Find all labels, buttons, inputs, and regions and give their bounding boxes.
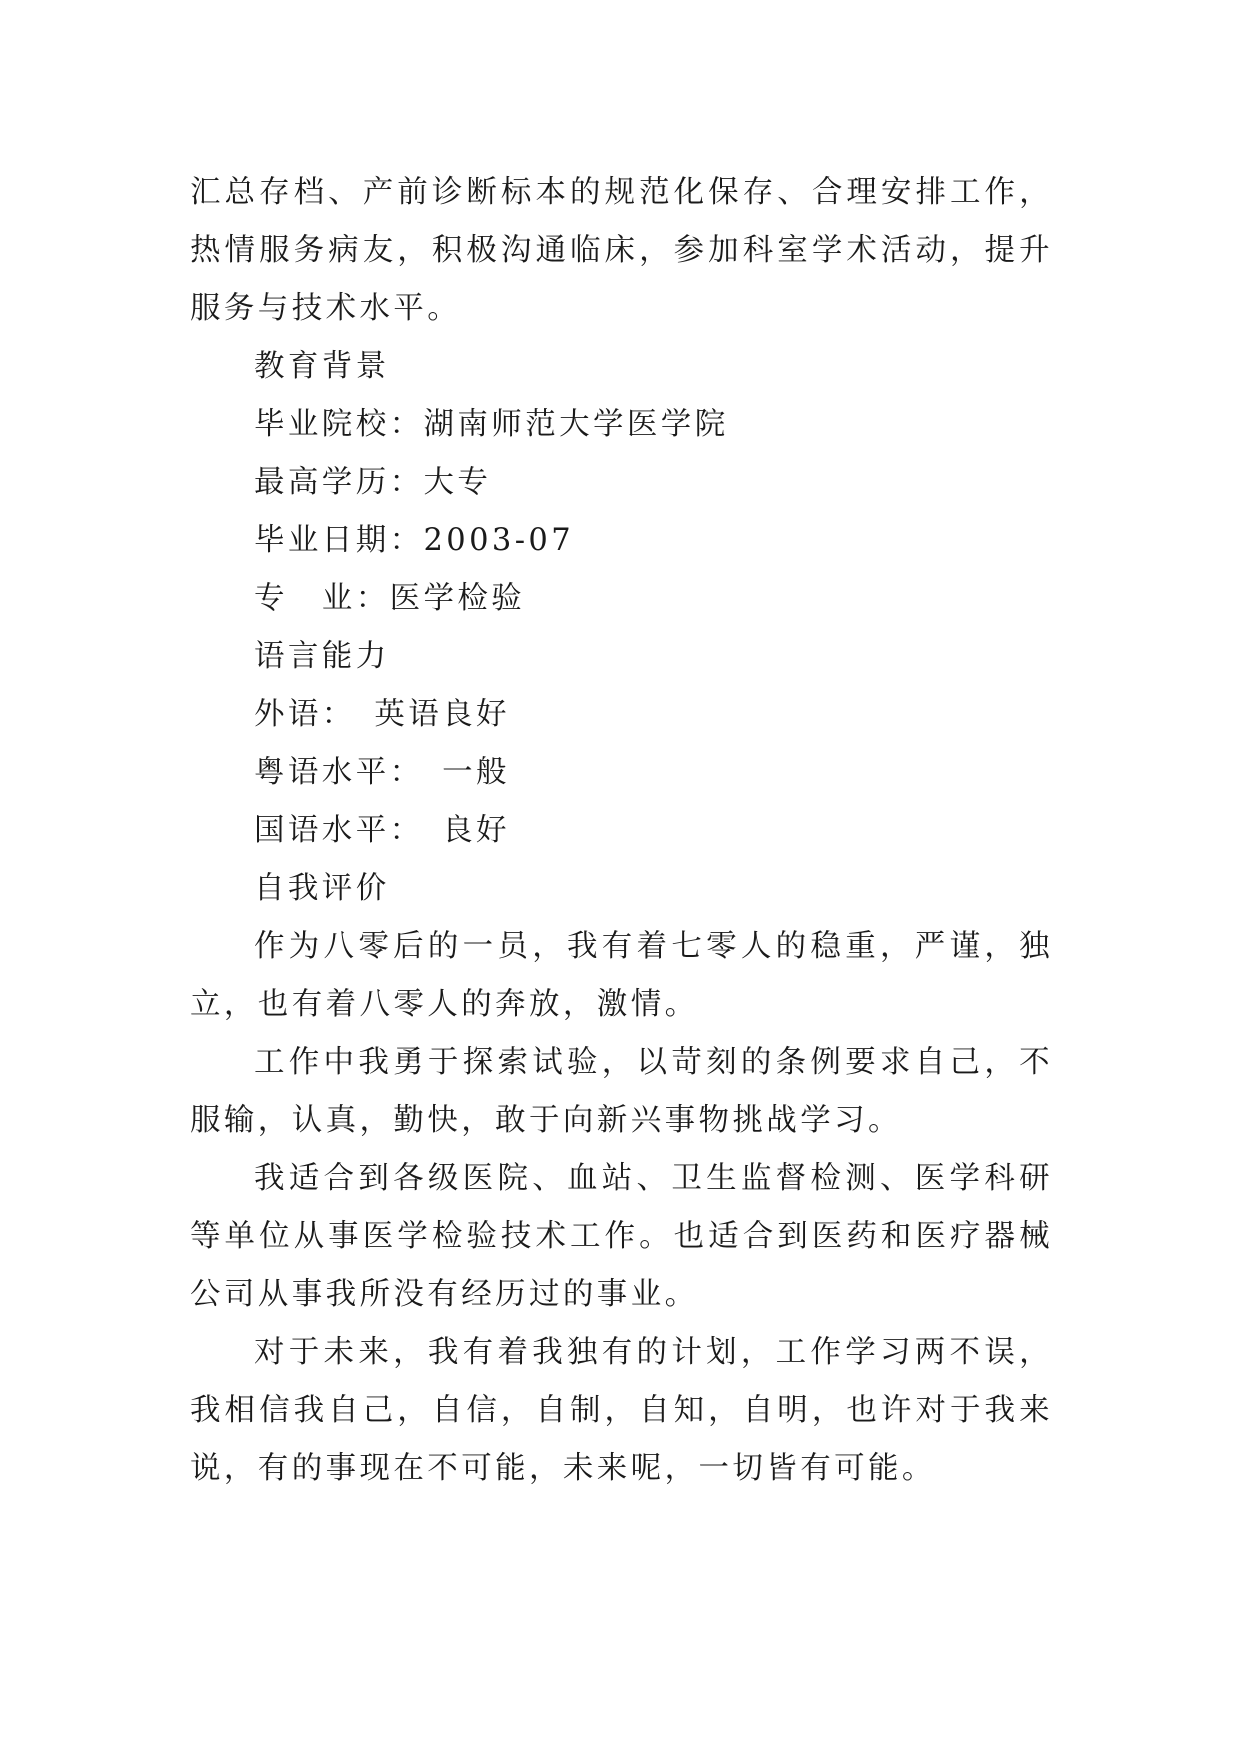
cantonese-level: 粤语水平： 一般	[254, 755, 510, 790]
paragraph-self-eval-1: 作为八零后的一员，我有着七零人的稳重，严谨，独立，也有着八零人的奔放，激情。	[190, 929, 1053, 1022]
paragraph-work-summary: 汇总存档、产前诊断标本的规范化保存、合理安排工作，热情服务病友，积极沟通临床，参加科室学术活动，提升服务与技术水平。	[190, 175, 1053, 326]
major: 专 业：医学检验	[254, 581, 526, 616]
graduation-date: 毕业日期：2003-07	[254, 523, 575, 558]
heading-self-evaluation: 自我评价	[254, 871, 390, 906]
paragraph-self-eval-3: 我适合到各级医院、血站、卫生监督检测、医学科研等单位从事医学检验技术工作。也适合到医药和医疗器械公司从事我所没有经历过的事业。	[190, 1161, 1053, 1312]
paragraph-self-eval-2: 工作中我勇于探索试验，以苛刻的条例要求自己，不服输，认真，勤快，敢于向新兴事物挑战学习。	[190, 1045, 1053, 1138]
heading-education: 教育背景	[254, 349, 390, 384]
mandarin-level: 国语水平： 良好	[254, 813, 510, 848]
graduate-school: 毕业院校：湖南师范大学医学院	[254, 407, 729, 442]
highest-degree: 最高学历：大专	[254, 465, 492, 500]
paragraph-self-eval-4: 对于未来，我有着我独有的计划，工作学习两不误，我相信我自己，自信，自制，自知，自明，也许对于我来说，有的事现在不可能，未来呢，一切皆有可能。	[190, 1335, 1053, 1486]
document-body	[190, 164, 1053, 1498]
heading-language-skills: 语言能力	[254, 639, 390, 674]
foreign-language: 外语： 英语良好	[254, 697, 510, 732]
